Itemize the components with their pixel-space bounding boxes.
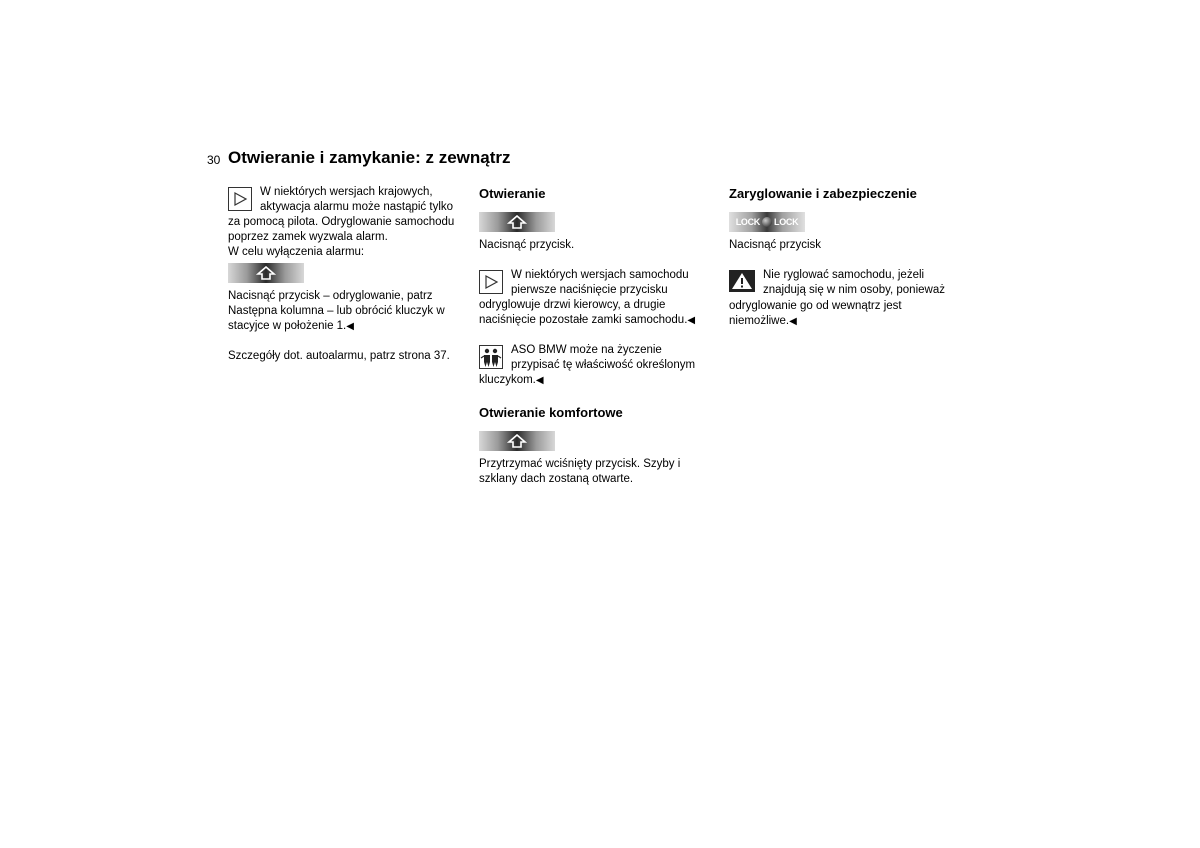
note-line-2: pierwsze naciśnięcie przycisku (511, 284, 668, 296)
lock-label-right: LOCK (774, 216, 799, 227)
heading-open: Otwieranie (479, 186, 546, 201)
press-text: Nacisnąć przycisk (729, 239, 822, 251)
workshop-mechanic-icon (479, 345, 503, 369)
note-text: za pomocą pilota. Odryglowanie samochodu poprzez zamek wyzwala alarm. (228, 216, 455, 243)
unlock-button-graphic (479, 212, 555, 232)
end-mark-icon: ◀ (687, 315, 696, 326)
lock-logo-icon (762, 217, 772, 227)
note-line-1: W niektórych wersjach samochodu (511, 269, 689, 281)
warning-line-2: znajdują się w nim osoby, ponieważ (763, 284, 945, 296)
page-title: Otwieranie i zamykanie: z zewnątrz (228, 148, 511, 167)
note-triangle-icon (228, 187, 252, 211)
aso-block (479, 343, 719, 388)
aso-line-1: ASO BMW może na życzenie (511, 344, 662, 356)
end-mark-icon: ◀ (535, 375, 544, 386)
unlock-button-graphic (228, 263, 304, 283)
note-block (228, 185, 468, 260)
column-left (228, 185, 468, 364)
note-line-1: W niektórych wersjach krajowych, (260, 186, 433, 198)
warning-text: odryglowanie go od wewnątrz jest niemożliwe.◀ (729, 300, 902, 327)
end-mark-icon: ◀ (789, 316, 797, 327)
note-block (479, 268, 719, 328)
column-right (729, 185, 969, 329)
heading-comfort-open: Otwieranie komfortowe (479, 405, 623, 420)
aso-text: kluczykom.◀ (479, 374, 544, 386)
note-text: odryglowuje drzwi kierowcy, a drugie naciśnięcie pozostałe zamki samochodu.◀ (479, 299, 696, 326)
column-middle (479, 185, 719, 487)
unlock-arrow-icon (507, 215, 527, 229)
comfort-text: Przytrzymać wciśnięty przycisk. Szyby i szklany dach zostaną otwarte. (479, 458, 681, 485)
end-mark-icon: ◀ (346, 321, 354, 332)
note-triangle-icon (479, 270, 503, 294)
note-line-2: aktywacja alarmu może nastąpić tylko (260, 201, 454, 213)
unlock-button-graphic (479, 431, 555, 451)
lock-button-graphic (729, 212, 805, 232)
lock-label-left: LOCK (735, 216, 760, 227)
heading-lock: Zaryglowanie i zabezpieczenie (729, 186, 917, 201)
warning-block (729, 268, 969, 329)
warning-line-1: Nie ryglować samochodu, jeżeli (763, 269, 925, 281)
details-text: Szczegóły dot. autoalarmu, patrz strona 37. (228, 350, 450, 362)
unlock-arrow-icon (507, 434, 527, 448)
press-text: Nacisnąć przycisk. (479, 239, 575, 251)
page-number: 30 (207, 153, 221, 167)
note-disable-text: W celu wyłączenia alarmu: (228, 246, 365, 258)
press-text: Nacisnąć przycisk – odryglowanie, patrz Następna kolumna – lub obrócić kluczyk w stacyjce w położenie 1.◀ (228, 290, 445, 332)
aso-line-2: przypisać tę właściwość określonym (511, 359, 696, 371)
warning-icon (729, 270, 755, 297)
unlock-arrow-icon (256, 266, 276, 280)
